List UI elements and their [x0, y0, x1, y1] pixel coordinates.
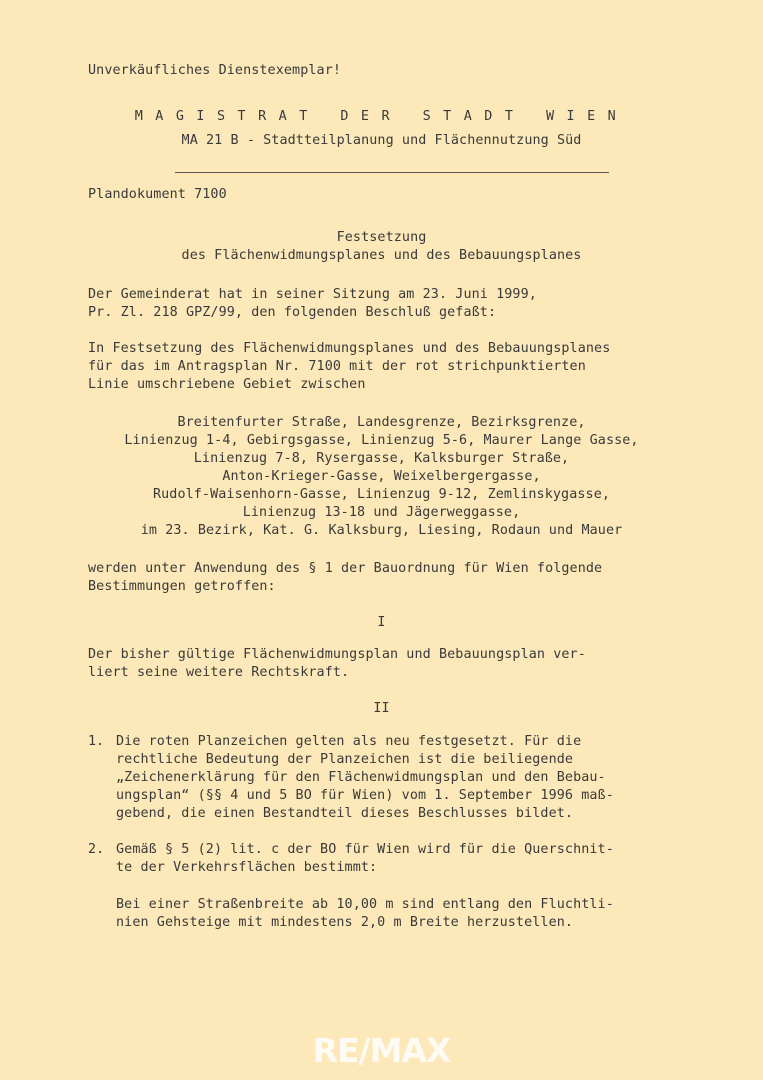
section-2-number: II: [373, 701, 390, 716]
title-line-1: Festsetzung: [336, 230, 427, 245]
authority-heading: MAGISTRAT DER STADT WIEN: [134, 109, 629, 124]
item-1-line: rechtliche Bedeutung der Planzeichen ist die beiliegende: [116, 752, 574, 767]
intro-line: In Festsetzung des Flächenwidmungsplanes und des Bebauungsplanes: [88, 341, 611, 356]
title-line-2: des Flächenwidmungsplanes und des Bebauungsplanes: [181, 248, 582, 263]
plan-document-number: Plandokument 7100: [88, 187, 227, 202]
item-1-line: „Zeichenerklärung für den Flächenwidmungsplan und den Bebau-: [116, 770, 606, 785]
section-1-line: liert seine weitere Rechtskraft.: [88, 665, 350, 680]
item-2-number: 2.: [88, 842, 105, 857]
item-2-sub-line: nien Gehsteige mit mindestens 2,0 m Breite herzustellen.: [116, 915, 574, 930]
area-line: Breitenfurter Straße, Landesgrenze, Bezirksgrenze,: [177, 415, 586, 430]
header-divider: [175, 172, 609, 173]
area-line: Rudolf-Waisenhorn-Gasse, Linienzug 9-12, Zemlinskygasse,: [152, 487, 611, 502]
area-line: Linienzug 7-8, Rysergasse, Kalksburger Straße,: [193, 451, 570, 466]
area-line: Linienzug 13-18 und Jägerweggasse,: [242, 505, 521, 520]
item-2-line: te der Verkehrsflächen bestimmt:: [116, 860, 378, 875]
item-1-line: gebend, die einen Bestandteil dieses Beschlusses bildet.: [116, 806, 574, 821]
item-1-line: ungsplan“ (§§ 4 und 5 BO für Wien) vom 1. September 1996 maß-: [116, 788, 614, 803]
resolution-line: Pr. Zl. 218 GPZ/99, den folgenden Beschluß gefaßt:: [88, 305, 497, 320]
resolution-line: Der Gemeinderat hat in seiner Sitzung am 23. Juni 1999,: [88, 287, 537, 302]
item-2-line: Gemäß § 5 (2) lit. c der BO für Wien wird für die Querschnit-: [116, 842, 614, 857]
provisions-intro-line: werden unter Anwendung des § 1 der Bauordnung für Wien folgende: [88, 561, 603, 576]
intro-line: Linie umschriebene Gebiet zwischen: [88, 377, 366, 392]
item-2-sub-line: Bei einer Straßenbreite ab 10,00 m sind entlang den Fluchtli-: [116, 897, 614, 912]
area-line: Anton-Krieger-Gasse, Weixelbergergasse,: [222, 469, 541, 484]
stamp-note: Unverkäufliches Dienstexemplar!: [88, 63, 342, 78]
area-line: Linienzug 1-4, Gebirgsgasse, Linienzug 5-6, Maurer Lange Gasse,: [124, 433, 639, 448]
item-1-line: Die roten Planzeichen gelten als neu festgesetzt. Für die: [116, 734, 582, 749]
provisions-intro-line: Bestimmungen getroffen:: [88, 579, 276, 594]
watermark-logo: RE/MAX: [312, 1031, 451, 1070]
item-1-number: 1.: [88, 734, 105, 749]
section-1-line: Der bisher gültige Flächenwidmungsplan und Bebauungsplan ver-: [88, 647, 586, 662]
department-heading: MA 21 B - Stadtteilplanung und Flächennutzung Süd: [181, 133, 582, 148]
area-line: im 23. Bezirk, Kat. G. Kalksburg, Liesing, Rodaun und Mauer: [140, 523, 623, 538]
section-1-number: I: [377, 615, 386, 630]
intro-line: für das im Antragsplan Nr. 7100 mit der rot strichpunktierten: [88, 359, 586, 374]
